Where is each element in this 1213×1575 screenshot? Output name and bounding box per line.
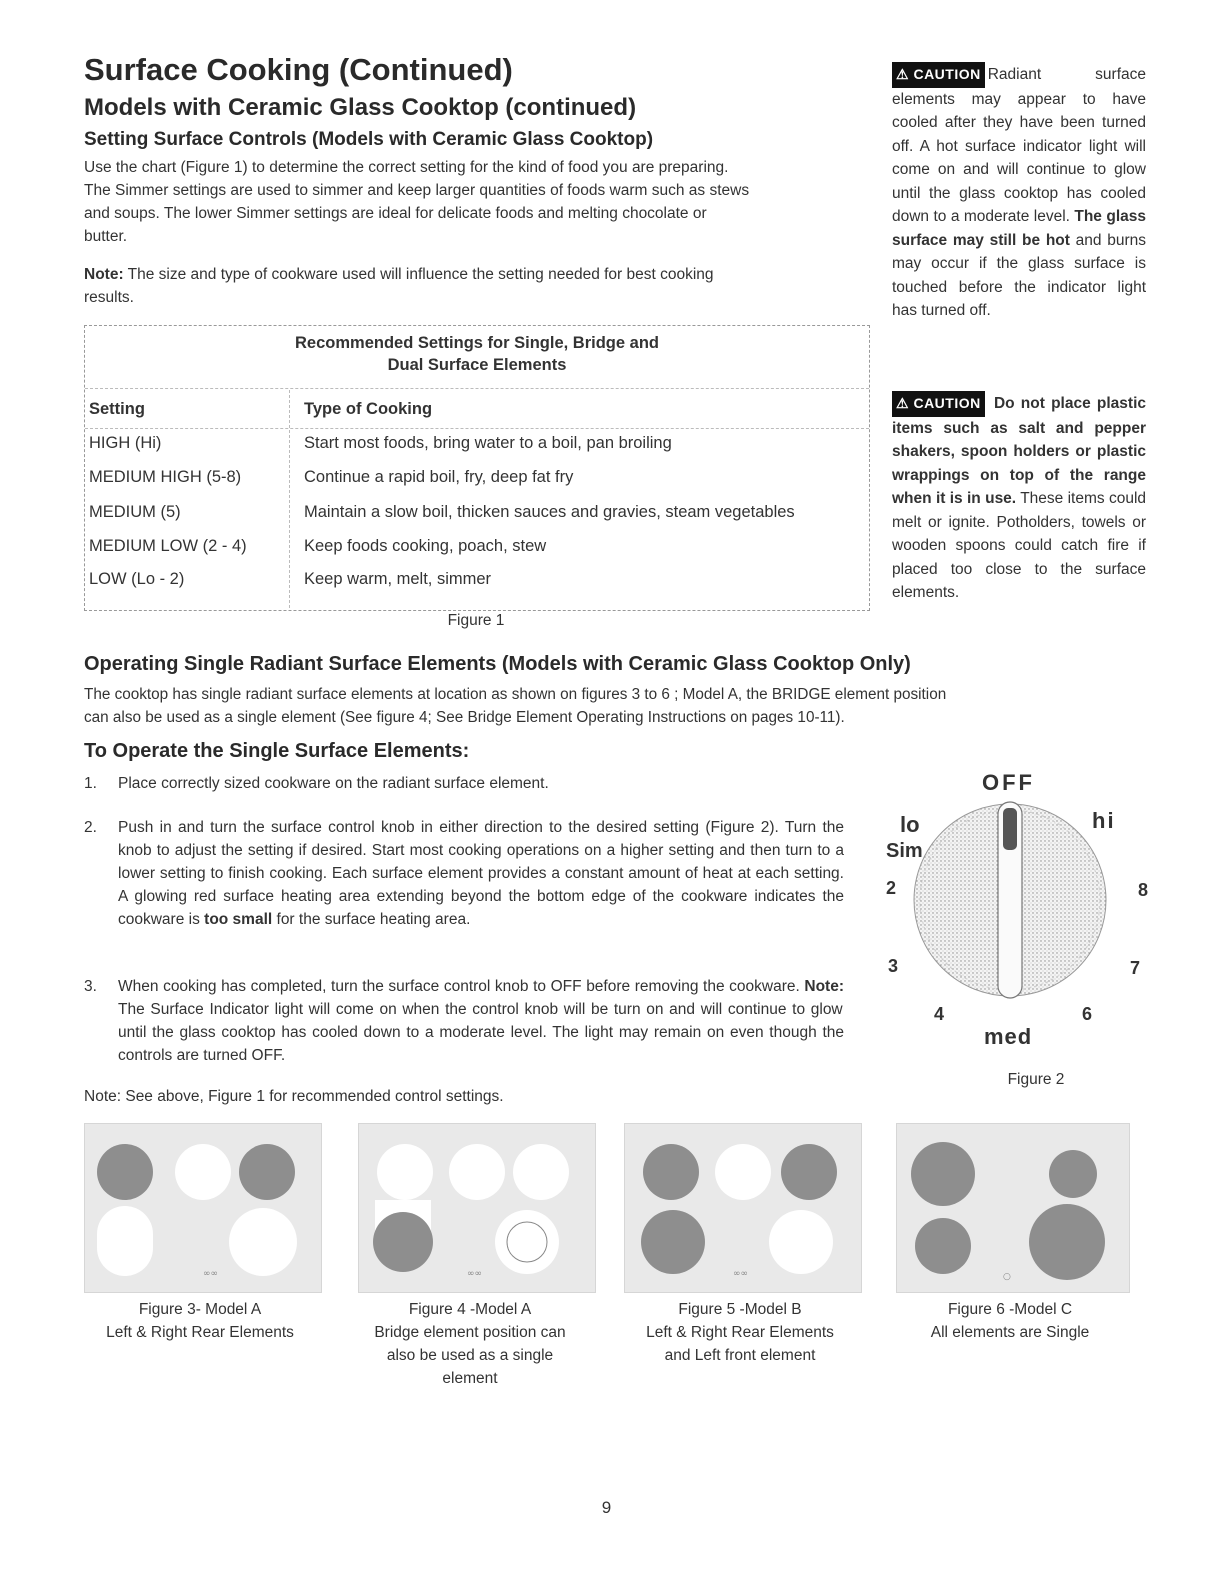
caution-text: These items could melt or ignite. Potholders, towels or wooden spoons could catch fire if placed too close to the surface elements.	[892, 490, 1147, 601]
cooktop-icon	[85, 1124, 321, 1292]
operating-line: The cooktop has single radiant surface elements at location as shown on figures 3 to 6 ; Model A, the BRIDGE element position	[84, 686, 947, 703]
page-number: 9	[601, 1498, 612, 1517]
table-cell-cooking: Maintain a slow boil, thicken sauces and gravies, steam vegetables	[304, 503, 795, 521]
list-item	[84, 772, 844, 795]
figure-2-caption: Figure 2	[1007, 1071, 1065, 1088]
cooktop-figure-4	[358, 1123, 596, 1293]
knob-label-sim: Sim	[886, 840, 923, 862]
knob-label-lo: lo	[900, 812, 920, 837]
figure-6-caption	[870, 1298, 1150, 1344]
caution-lead: Radiant surface	[987, 66, 1146, 83]
knob-label-6: 6	[1082, 1004, 1093, 1024]
knob-label-med: med	[984, 1024, 1033, 1049]
table-cell-setting: HIGH (Hi)	[89, 434, 162, 452]
table-cell-cooking: Start most foods, bring water to a boil, pan broiling	[304, 434, 672, 452]
table-cell-cooking: Keep warm, melt, simmer	[304, 570, 492, 588]
table-cell-setting: MEDIUM HIGH (5-8)	[89, 468, 242, 486]
table-title	[85, 332, 869, 376]
step-text: Place correctly sized cookware on the radiant surface element.	[118, 775, 549, 792]
knob-label-2: 2	[886, 878, 897, 898]
caption-line: Figure 3- Model A	[138, 1301, 262, 1318]
caption-line: and Left front element	[664, 1347, 816, 1364]
to-operate-heading: To Operate the Single Surface Elements:	[84, 740, 470, 762]
knob-label-7: 7	[1130, 958, 1141, 978]
cooktop-figure-6	[896, 1123, 1130, 1293]
intro-line: The Simmer settings are used to simmer and keep larger quantities of foods warm such as stews	[84, 182, 750, 199]
caution-text-2: and burns may occur if the glass surface is touched before the indicator light has turned off.	[892, 231, 1146, 319]
table-cell-setting: LOW (Lo - 2)	[89, 570, 185, 588]
note-paragraph	[84, 263, 874, 309]
knob-label-3: 3	[888, 956, 899, 976]
figure-5-caption	[600, 1298, 880, 1367]
intro-line: and soups. The lower Simmer settings are ideal for delicate foods and melting chocolate or	[84, 205, 707, 222]
table-cell-cooking: Continue a rapid boil, fry, deep fat fry	[304, 468, 574, 486]
list-item	[84, 975, 844, 1067]
cooktop-icon	[897, 1124, 1129, 1292]
steps-list	[84, 772, 844, 1102]
section-heading: Setting Surface Controls (Models with Ceramic Glass Cooktop)	[84, 129, 654, 150]
svg-text:∞∞: ∞∞	[467, 1269, 482, 1279]
table-divider	[85, 388, 869, 389]
note-text-2: results.	[84, 289, 134, 306]
list-item	[84, 816, 844, 931]
control-knob-diagram	[876, 768, 1166, 1098]
table-header-cooking: Type of Cooking	[304, 400, 433, 418]
caption-line: All elements are Single	[930, 1324, 1090, 1341]
intro-paragraph	[84, 156, 874, 248]
figure-4-caption	[330, 1298, 610, 1390]
note-text: The size and type of cookware used will influence the setting needed for best cooking	[123, 266, 714, 283]
svg-text:∞∞: ∞∞	[203, 1269, 218, 1279]
caution-badge: ⚠ CAUTION	[892, 391, 985, 417]
table-header-setting: Setting	[89, 400, 145, 418]
cooktop-figure-3	[84, 1123, 322, 1293]
caution-block-1	[892, 62, 1146, 323]
intro-line: butter.	[84, 228, 128, 245]
table-divider	[85, 428, 869, 429]
caption-line: Left & Right Rear Elements	[106, 1324, 294, 1341]
step-bold: Note:	[804, 978, 844, 995]
caption-line: Bridge element position can	[374, 1324, 566, 1341]
knob-label-off: OFF	[982, 770, 1035, 795]
step-number: 2.	[84, 819, 97, 836]
cooktop-icon	[625, 1124, 861, 1292]
page-subtitle: Models with Ceramic Glass Cooktop (continued)	[84, 94, 637, 121]
caution-bold: The glass surface may still be hot	[892, 208, 1146, 249]
settings-table	[84, 325, 870, 611]
svg-text:○: ○	[1003, 1272, 1011, 1282]
caption-line: Left & Right Rear Elements	[646, 1324, 834, 1341]
recommend-note: Note: See above, Figure 1 for recommended control settings.	[84, 1088, 504, 1105]
caution-badge: ⚠ CAUTION	[892, 62, 985, 88]
page-title: Surface Cooking (Continued)	[84, 52, 513, 87]
table-column-divider	[289, 390, 290, 608]
knob-label-8: 8	[1138, 880, 1149, 900]
figure-1-caption: Figure 1	[447, 612, 505, 629]
figure-3-caption	[60, 1298, 340, 1344]
table-cell-cooking: Keep foods cooking, poach, stew	[304, 537, 547, 555]
intro-line: Use the chart (Figure 1) to determine the correct setting for the kind of food you are preparing.	[84, 159, 729, 176]
table-title-line-2: Dual Surface Elements	[387, 356, 567, 374]
knob-label-4: 4	[934, 1004, 945, 1024]
caption-line: Figure 6 -Model C	[947, 1301, 1073, 1318]
caption-line: Figure 5 -Model B	[678, 1301, 802, 1318]
step-text: When cooking has completed, turn the surface control knob to OFF before removing the cookware. Note: The Surface Indicator light will come on when the control knob will be turn on and will continue to glow until the glass cooktop has cooled down to a moderate level. The light may remain on even though the controls are turned OFF.	[118, 978, 844, 1064]
caution-bold: Do not place plastic items such as salt and pepper shakers, spoon holders or plastic wrappings on top of the range when it is in use.	[892, 395, 1147, 507]
operating-line: can also be used as a single element (See figure 4; See Bridge Element Operating Instructions on pages 10-11).	[84, 709, 845, 726]
operating-paragraph	[84, 683, 1154, 729]
cooktop-figure-5	[624, 1123, 862, 1293]
caption-line: element	[442, 1370, 498, 1387]
table-title-line-1: Recommended Settings for Single, Bridge and	[295, 334, 659, 352]
step-bold: too small	[204, 911, 273, 928]
caption-line: also be used as a single	[386, 1347, 554, 1364]
caution-block-2	[892, 391, 1146, 605]
svg-text:∞∞: ∞∞	[733, 1269, 748, 1279]
cooktop-icon	[359, 1124, 595, 1292]
caution-text: elements may appear to have cooled after they have been turned off. A hot surface indicator light will come on and will continue to glow until the glass cooktop has cooled down to a moderate level.	[892, 90, 1146, 225]
note-label: Note:	[84, 266, 124, 283]
step-number: 3.	[84, 978, 97, 995]
table-cell-setting: MEDIUM (5)	[89, 503, 181, 521]
operating-heading: Operating Single Radiant Surface Elements (Models with Ceramic Glass Cooktop Only)	[84, 653, 911, 675]
caption-line: Figure 4 -Model A	[408, 1301, 532, 1318]
step-number: 1.	[84, 775, 97, 792]
table-cell-setting: MEDIUM LOW (2 - 4)	[89, 537, 247, 555]
step-text: Push in and turn the surface control knob in either direction to the desired setting (Figure 2). Turn the knob to adjust the setting if desired. Start most cooking operations on a higher setting and then turn to a lower setting to finish cooking. Each surface element provides a constant amount of heat at each setting. A glowing red surface heating area extending beyond the bottom edge of the cookware indicates the cookware is too small for the surface heating area.	[118, 819, 844, 928]
knob-label-hi: hi	[1092, 808, 1116, 833]
